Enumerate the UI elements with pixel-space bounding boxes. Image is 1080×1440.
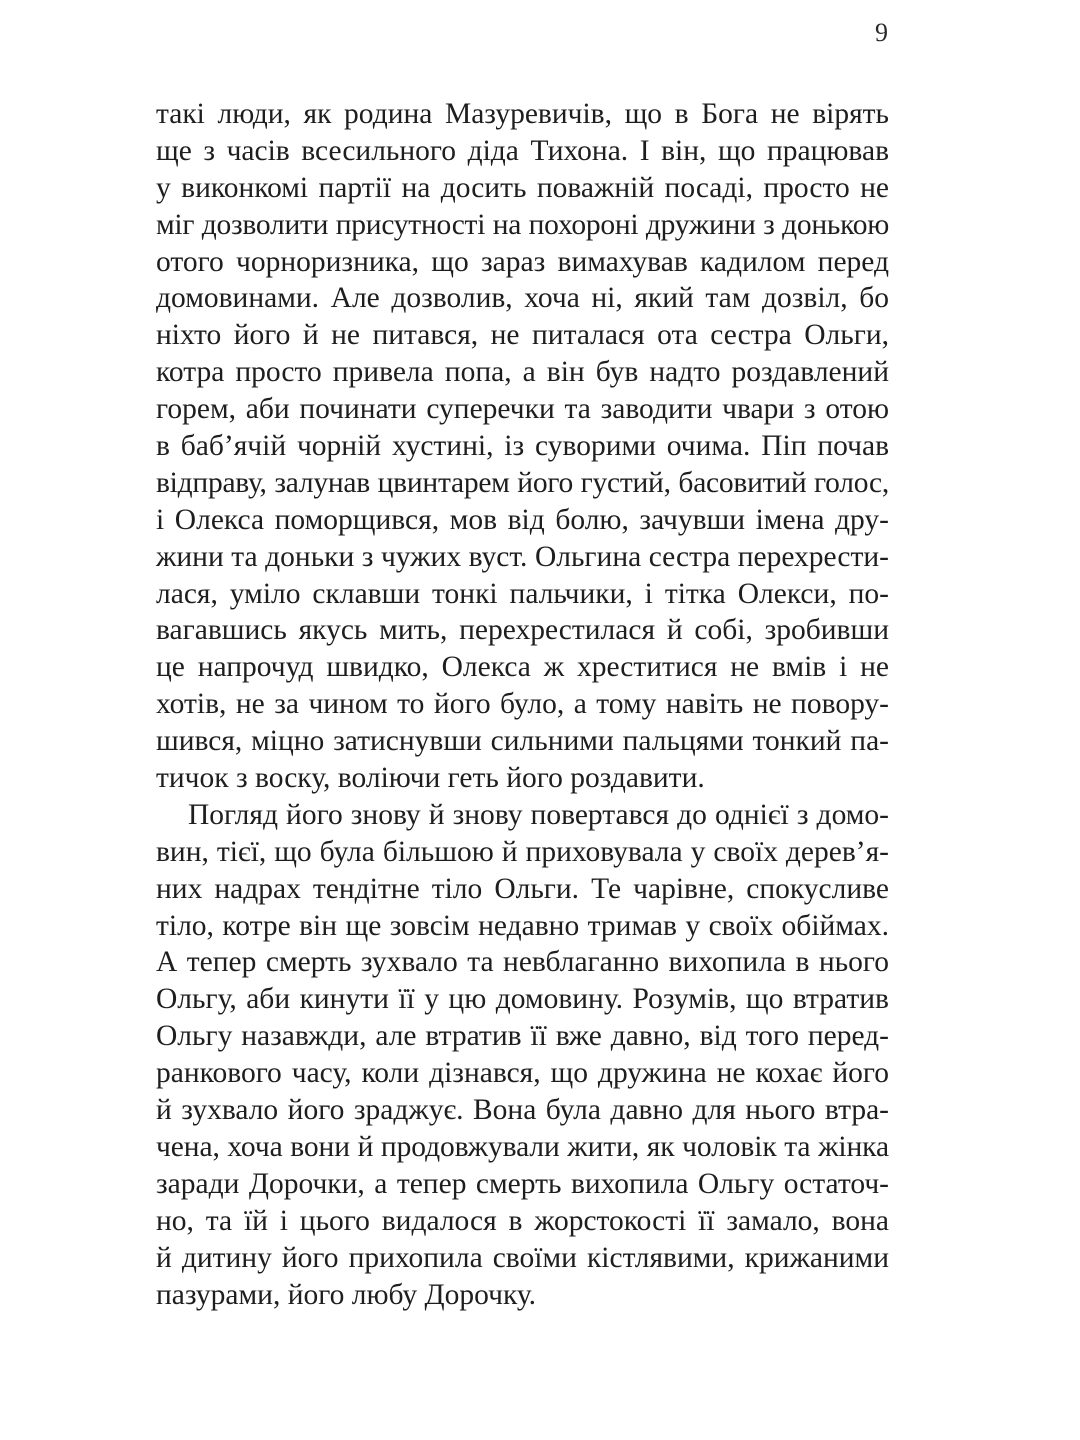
- text-line: отого чорноризника, що зараз вимахував кадилом перед: [156, 245, 889, 278]
- text-line: це напрочуд швидко, Олекса ж хреститися не вмів і не: [156, 651, 889, 684]
- text-line: тичок з воску, воліючи геть його роздавити.: [156, 762, 705, 795]
- body-text: [156, 96, 889, 1313]
- text-line: ранкового часу, коли дізнався, що дружина не кохає його: [156, 1057, 889, 1090]
- text-line: Ольгу, аби кинути її у цю домовину. Розумів, що втратив: [156, 983, 889, 1016]
- text-line: ще з часів всесильного діда Тихона. І він, що працював: [156, 134, 889, 167]
- paragraph-2: [156, 797, 889, 1313]
- text-line: Ольгу назавжди, але втратив її вже давно, від того перед-: [156, 1020, 889, 1053]
- text-line: міг дозволити присутності на похороні дружини з донькою: [156, 208, 889, 241]
- text-line: шився, міцно затиснувши сильними пальцями тонкий па-: [156, 725, 889, 758]
- text-line: й зухвало його зраджує. Вона була давно для нього втра-: [156, 1094, 889, 1127]
- text-line: вагавшись якусь мить, перехрестилася й собі, зробивши: [156, 614, 889, 647]
- text-line: хотів, не за чином то його було, а тому навіть не повору-: [156, 688, 889, 721]
- text-line: горем, аби починати суперечки та заводити чвари з отою: [156, 393, 889, 426]
- paragraph-1: [156, 96, 889, 797]
- text-line: А тепер смерть зухвало та невблаганно вихопила в нього: [156, 946, 889, 979]
- text-line: у виконкомі партії на досить поважній посаді, просто не: [156, 171, 889, 204]
- text-line: вин, тієї, що була більшою й приховувала у своїх дерев’я-: [156, 835, 889, 868]
- text-line: тіло, котре він ще зовсім недавно тримав у своїх обіймах.: [156, 909, 889, 942]
- text-line: заради Дорочки, а тепер смерть вихопила Ольгу остаточ-: [156, 1167, 889, 1200]
- text-line: такі люди, як родина Мазуревичів, що в Бога не вірять: [156, 98, 889, 130]
- text-line: домовинами. Але дозволив, хоча ні, який там дозвіл, бо: [156, 282, 889, 315]
- text-line: котра просто привела попа, а він був надто роздавлений: [156, 356, 889, 389]
- page-number: 9: [875, 18, 888, 47]
- text-line: пазурами, його любу Дорочку.: [156, 1278, 537, 1311]
- text-line: них надрах тендітне тіло Ольги. Те чарівне, спокусливе: [156, 872, 889, 905]
- text-line: лася, уміло склавши тонкі пальчики, і тітка Олекси, по-: [156, 577, 889, 610]
- text-line: жини та доньки з чужих вуст. Ольгина сестра перехрести-: [156, 540, 889, 573]
- text-line: Погляд його знову й знову повертався до однієї з домо-: [188, 798, 889, 831]
- text-line: чена, хоча вони й продовжували жити, як чоловік та жінка: [156, 1130, 889, 1163]
- text-line: но, та їй і цього видалося в жорстокості її замало, вона: [156, 1204, 889, 1237]
- text-line: ніхто його й не питався, не питалася ота сестра Ольги,: [156, 319, 889, 352]
- text-line: й дитину його прихопила своїми кістлявими, крижаними: [156, 1241, 889, 1274]
- text-line: і Олекса поморщився, мов від болю, зачувши імена дру-: [156, 503, 889, 536]
- text-line: в баб’ячій чорній хустині, із суворими очима. Піп почав: [156, 430, 889, 463]
- text-line: відправу, залунав цвинтарем його густий, басовитий голос,: [156, 466, 889, 499]
